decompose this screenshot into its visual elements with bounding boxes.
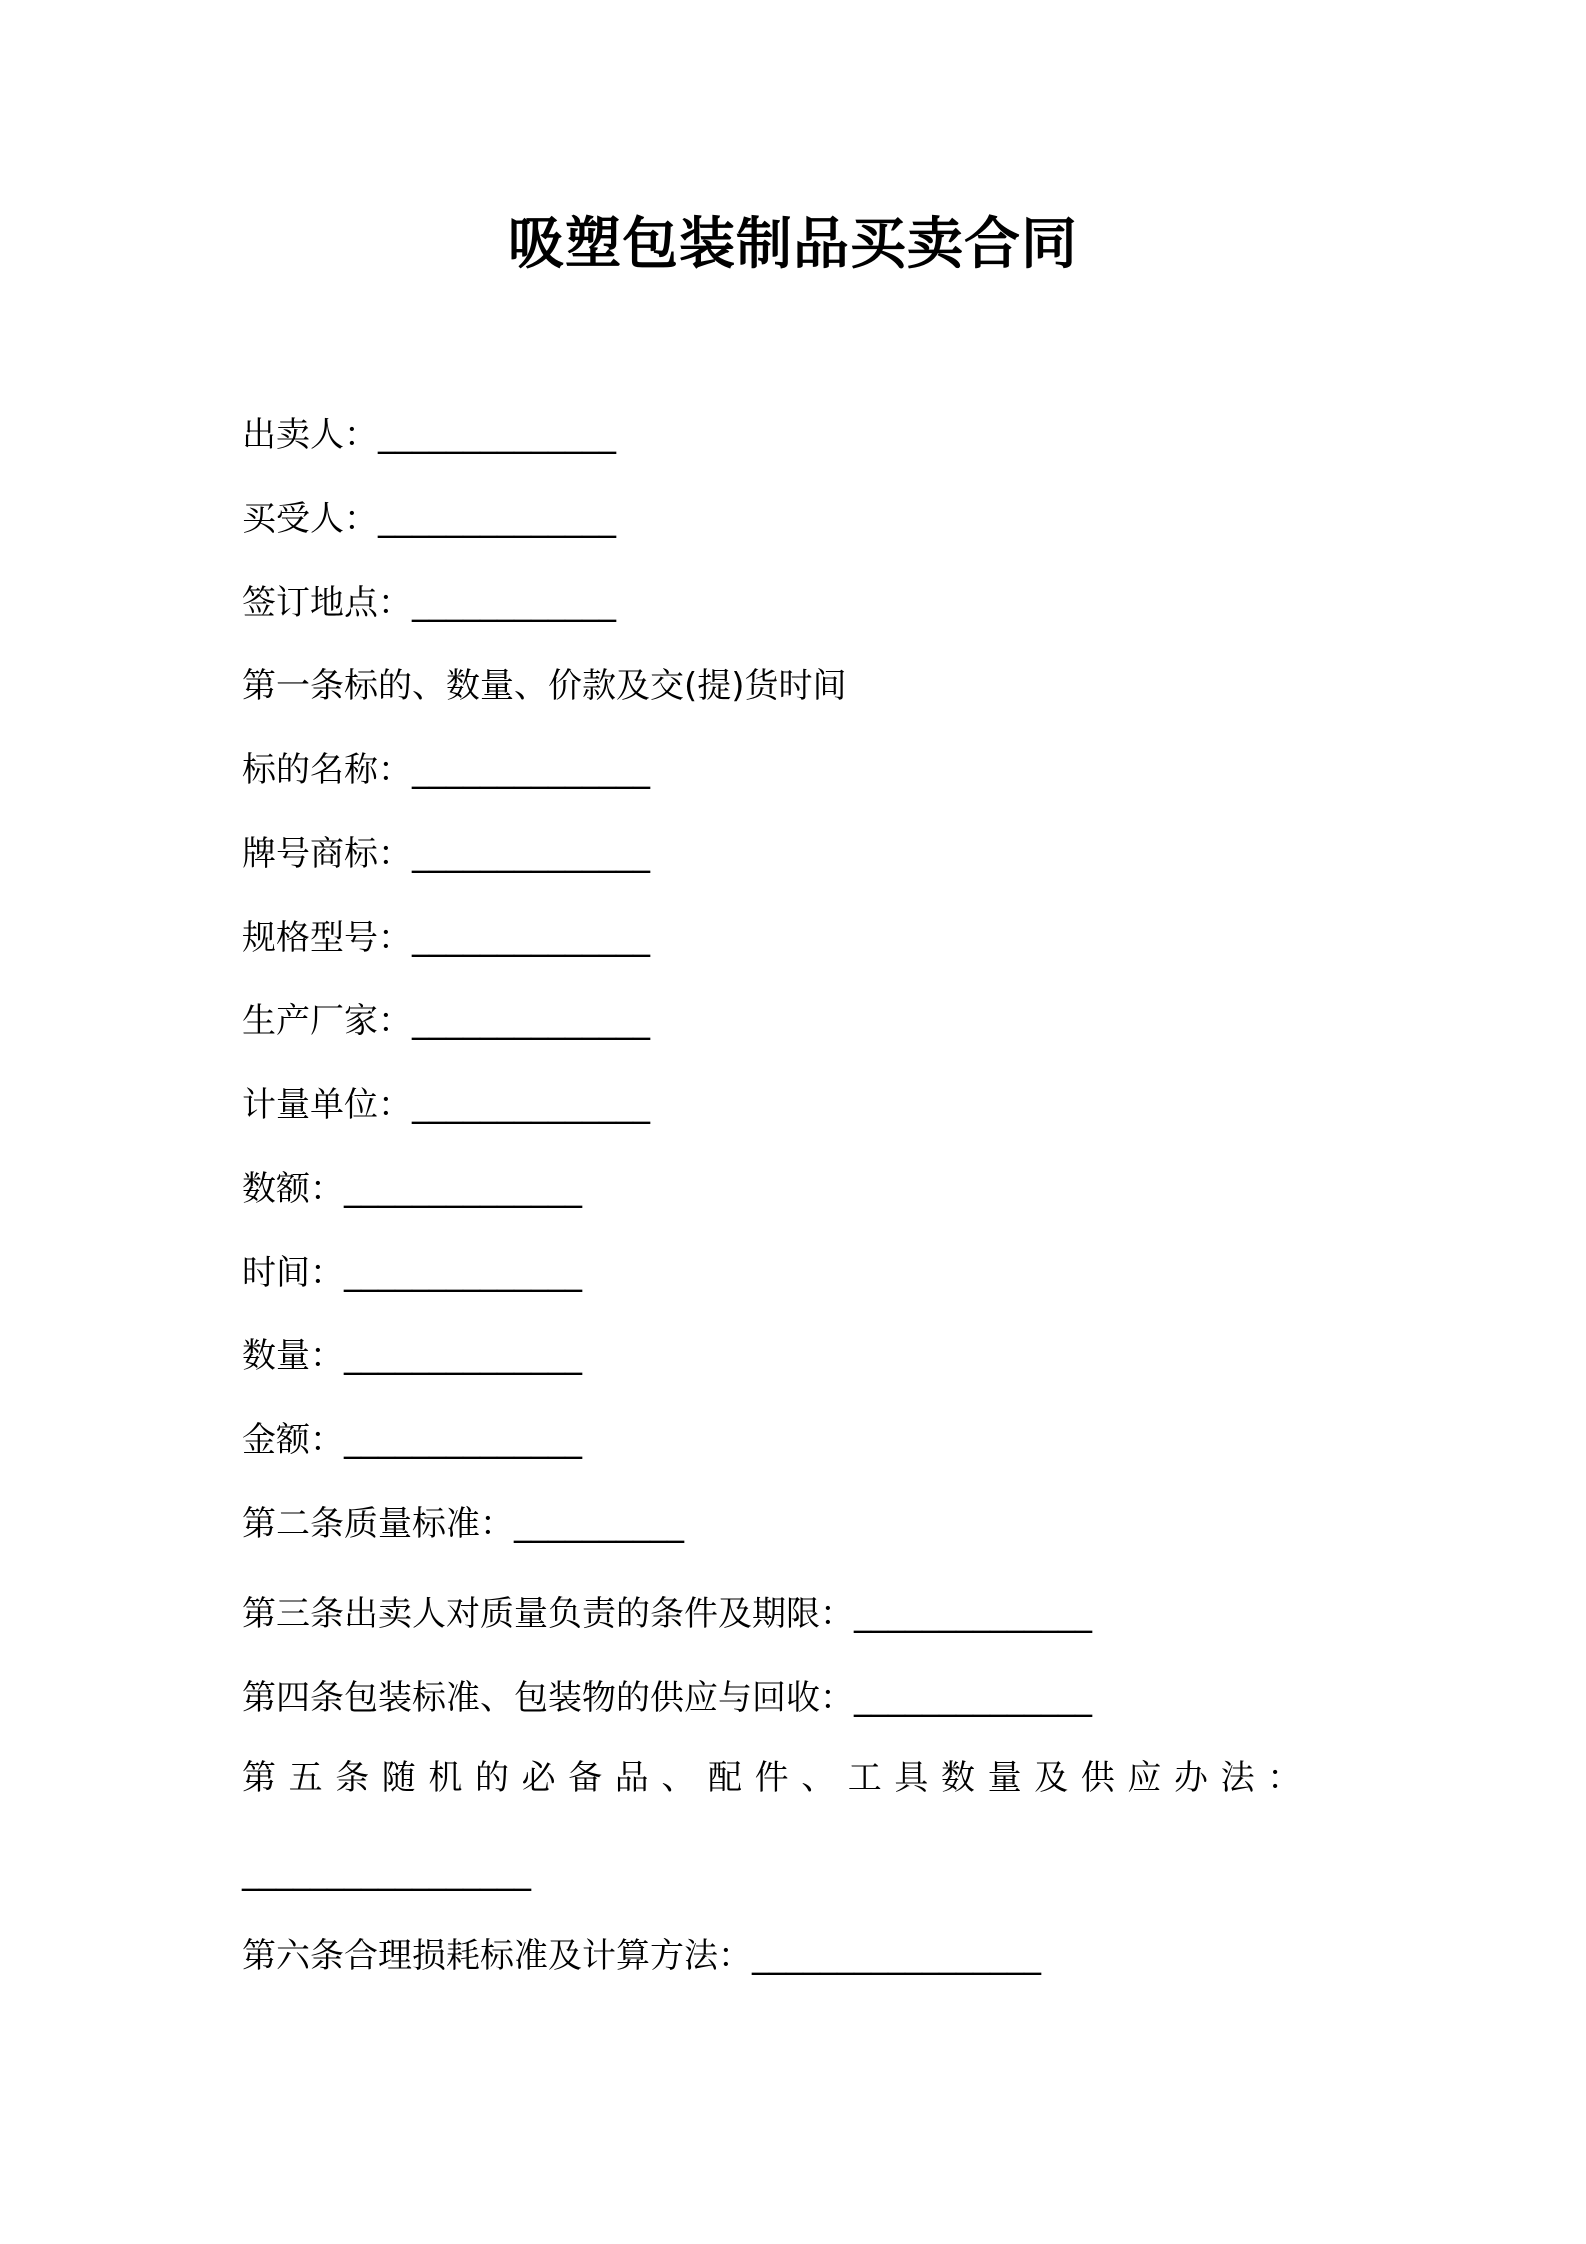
field-label: 规格型号： bbox=[242, 918, 412, 958]
article-1-heading bbox=[242, 661, 847, 711]
document-title: 吸塑包装制品买卖合同 bbox=[508, 212, 1078, 277]
fill-blank: ______________ bbox=[412, 834, 650, 874]
field-quantity bbox=[242, 1331, 582, 1381]
fill-blank: ______________ bbox=[344, 1253, 582, 1293]
fill-blank: ______________ bbox=[412, 1085, 650, 1125]
field-label: 标的名称： bbox=[242, 750, 412, 790]
field-signing-place bbox=[242, 578, 616, 628]
fill-blank: ____________ bbox=[412, 583, 616, 623]
field-label: 第四条包装标准、包装物的供应与回收： bbox=[242, 1678, 854, 1718]
field-label: 签订地点： bbox=[242, 583, 412, 623]
field-buyer bbox=[242, 494, 616, 544]
field-label: 时间： bbox=[242, 1253, 344, 1293]
fill-blank: ______________ bbox=[412, 1001, 650, 1041]
field-seller bbox=[242, 410, 616, 460]
article-3-quality-responsibility bbox=[242, 1589, 1092, 1639]
field-label: 牌号商标： bbox=[242, 834, 412, 874]
fill-blank: _________________ bbox=[752, 1936, 1041, 1976]
field-label: 生产厂家： bbox=[242, 1001, 412, 1041]
field-label: 金额： bbox=[242, 1420, 344, 1460]
article-4-packaging bbox=[242, 1673, 1092, 1723]
field-label: 买受人： bbox=[242, 499, 378, 539]
field-label: 出卖人： bbox=[242, 415, 378, 455]
fill-blank: ______________ bbox=[854, 1678, 1092, 1718]
article-6-loss-standard bbox=[242, 1931, 1041, 1981]
fill-blank: ______________ bbox=[854, 1594, 1092, 1634]
field-manufacturer bbox=[242, 996, 650, 1046]
fill-blank: ______________ bbox=[344, 1336, 582, 1376]
article-2-quality-standard bbox=[242, 1499, 684, 1549]
field-label: 数量： bbox=[242, 1336, 344, 1376]
field-total-amount bbox=[242, 1415, 582, 1465]
field-amount-value bbox=[242, 1164, 582, 1214]
fill-blank: ______________ bbox=[344, 1420, 582, 1460]
field-label: 第二条质量标准： bbox=[242, 1504, 514, 1544]
article-5-blank-line bbox=[242, 1847, 531, 1897]
article-heading-text: 第一条标的、数量、价款及交(提)货时间 bbox=[242, 666, 847, 706]
fill-blank: ______________ bbox=[378, 499, 616, 539]
fill-blank: __________ bbox=[514, 1504, 684, 1544]
article-5-accessories bbox=[242, 1753, 1314, 1803]
field-label: 第六条合理损耗标准及计算方法： bbox=[242, 1936, 752, 1976]
fill-blank: ______________ bbox=[378, 415, 616, 455]
field-label: 数额： bbox=[242, 1169, 344, 1209]
field-time bbox=[242, 1248, 582, 1298]
field-label: 第三条出卖人对质量负责的条件及期限： bbox=[242, 1594, 854, 1634]
fill-blank: _________________ bbox=[242, 1852, 531, 1892]
field-subject-name bbox=[242, 745, 650, 795]
fill-blank: ______________ bbox=[412, 918, 650, 958]
fill-blank: ______________ bbox=[412, 750, 650, 790]
field-label: 计量单位： bbox=[242, 1085, 412, 1125]
field-brand-trademark bbox=[242, 829, 650, 879]
fill-blank: ______________ bbox=[344, 1169, 582, 1209]
field-label: 第五条随机的必备品、配件、工具数量及供应办法： bbox=[242, 1758, 1314, 1798]
field-unit bbox=[242, 1080, 650, 1130]
field-model-spec bbox=[242, 913, 650, 963]
